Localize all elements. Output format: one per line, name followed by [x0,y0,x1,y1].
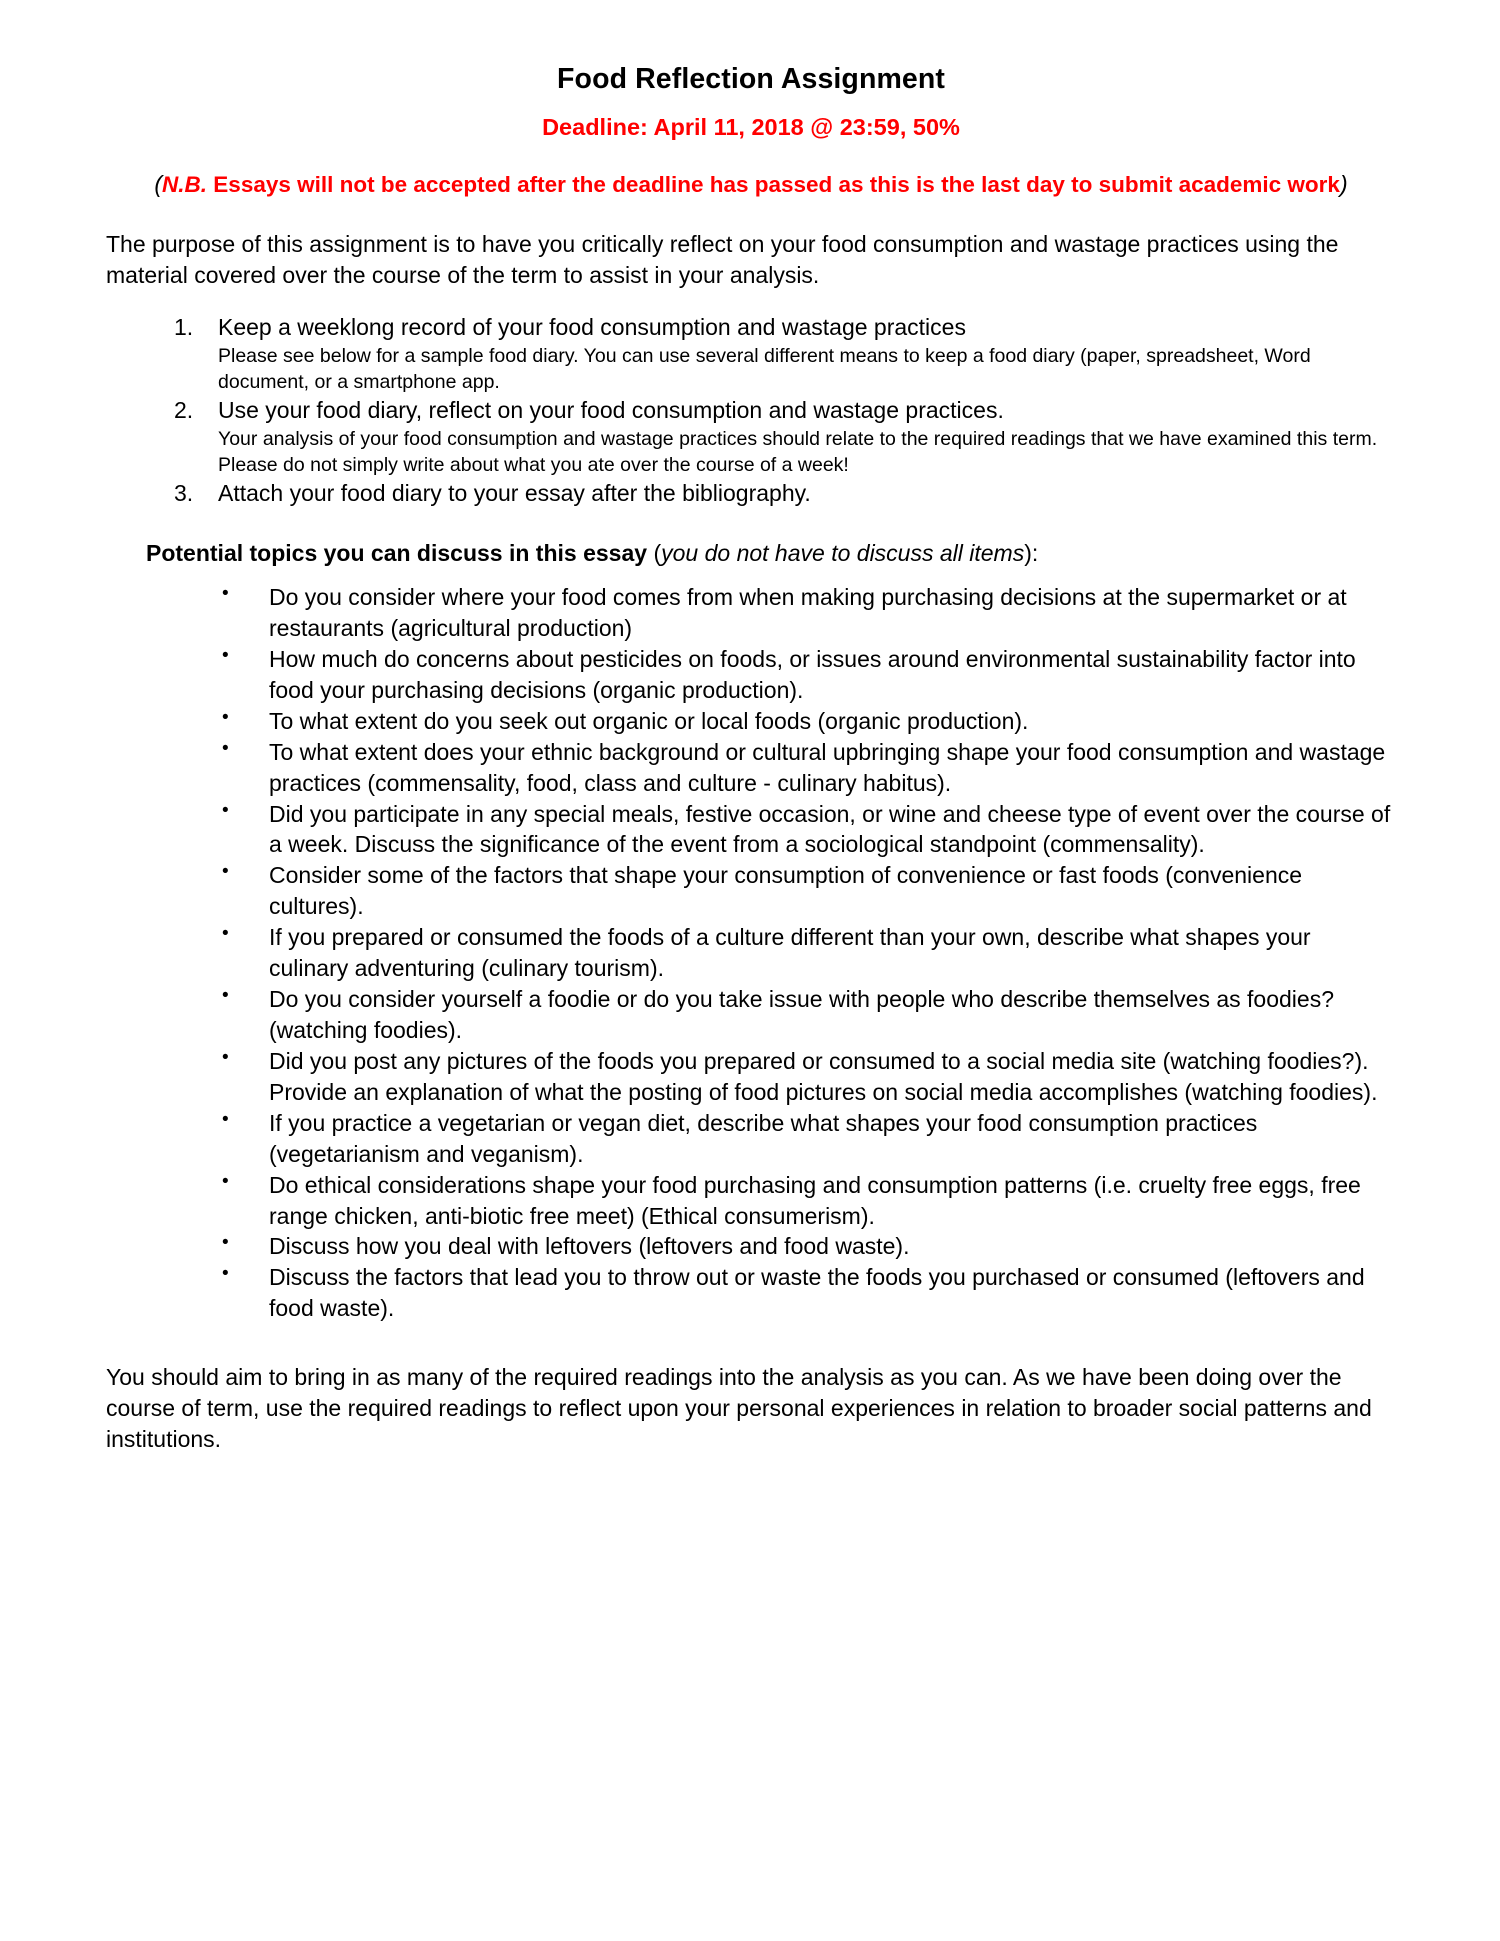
step-text: Keep a weeklong record of your food consumption and wastage practices [218,314,966,341]
topics-heading-bold: Potential topics you can discuss in this essay [146,540,648,567]
list-item [174,478,1396,509]
instructions-list [106,312,1396,509]
list-item: • Discuss the factors that lead you to throw out or waste the foods you purchased or consumed (leftovers and food waste). [221,1262,1396,1324]
list-item: • Consider some of the factors that shape your consumption of convenience or fast foods (convenience cultures). [221,860,1396,922]
list-item [174,312,1396,395]
closing-paragraph: You should aim to bring in as many of the required readings into the analysis as you can. As we have been doing over the course of term, use the required readings to reflect upon your personal experiences in relation to broader social patterns and institutions. [106,1364,1372,1452]
nb-text: Essays will not be accepted after the deadline has passed as this is the last day to submit academic work [207,172,1340,198]
list-item: • If you prepared or consumed the foods of a culture different than your own, describe what shapes your culinary adventuring (culinary tourism). [221,922,1396,984]
list-item: • Discuss how you deal with leftovers (leftovers and food waste). [221,1231,1396,1262]
topics-heading-paren-close: ): [1024,540,1039,567]
step-text: Attach your food diary to your essay after the bibliography. [218,480,811,507]
deadline-notice: Deadline: April 11, 2018 @ 23:59, 50% [542,113,960,140]
topics-heading [146,538,1396,569]
topics-heading-italic: you do not have to discuss all items [661,540,1025,567]
nb-label: N.B. [162,172,208,198]
step-note: Your analysis of your food consumption and wastage practices should relate to the required readings that we have examined this term. Please do not simply write about what you ate over the course of a week! [218,428,1378,476]
intro-paragraph: The purpose of this assignment is to have you critically reflect on your food consumption and wastage practices using the material covered over the course of the term to assist in your analysis. [106,230,1339,288]
topics-list [106,582,1396,1324]
step-note: Please see below for a sample food diary. You can use several different means to keep a food diary (paper, spreadsheet, Word document, or a smartphone app. [218,344,1311,393]
list-item: • To what extent does your ethnic background or cultural upbringing shape your food consumption and wastage practices (commensality, food, class and culture - culinary habitus). [221,737,1396,799]
list-item: • How much do concerns about pesticides on foods, or issues around environmental sustainability factor into food your purchasing decisions (organic production). [221,644,1396,706]
list-item: • Do ethical considerations shape your food purchasing and consumption patterns (i.e. cruelty free eggs, free range chicken, anti-biotic free meet) (Ethical consumerism). [221,1170,1396,1232]
page-title: Food Reflection Assignment [557,63,945,95]
list-item: • Did you post any pictures of the foods you prepared or consumed to a social media site (watching foodies?). Provide an explanation of what the posting of food pictures on social media accomplishes (watching foodies). [221,1046,1396,1108]
list-item: • Did you participate in any special meals, festive occasion, or wine and cheese type of event over the course of a week. Discuss the significance of the event from a sociological standpoint (commensality). [221,799,1396,861]
list-item: • If you practice a vegetarian or vegan diet, describe what shapes your food consumption practices (vegetarianism and veganism). [221,1108,1396,1170]
nb-open-paren: ( [154,171,163,198]
list-item [174,395,1396,478]
nb-warning-note [106,168,1396,202]
nb-close-paren: ) [1339,171,1348,198]
list-item: • To what extent do you seek out organic or local foods (organic production). [221,706,1396,737]
list-item: • Do you consider yourself a foodie or do you take issue with people who describe themselves as foodies? (watching foodies). [221,984,1396,1046]
list-item: • Do you consider where your food comes from when making purchasing decisions at the supermarket or at restaurants (agricultural production) [221,582,1396,644]
step-text: Use your food diary, reflect on your food consumption and wastage practices. [218,397,1004,424]
topics-heading-paren-open: ( [647,540,662,567]
